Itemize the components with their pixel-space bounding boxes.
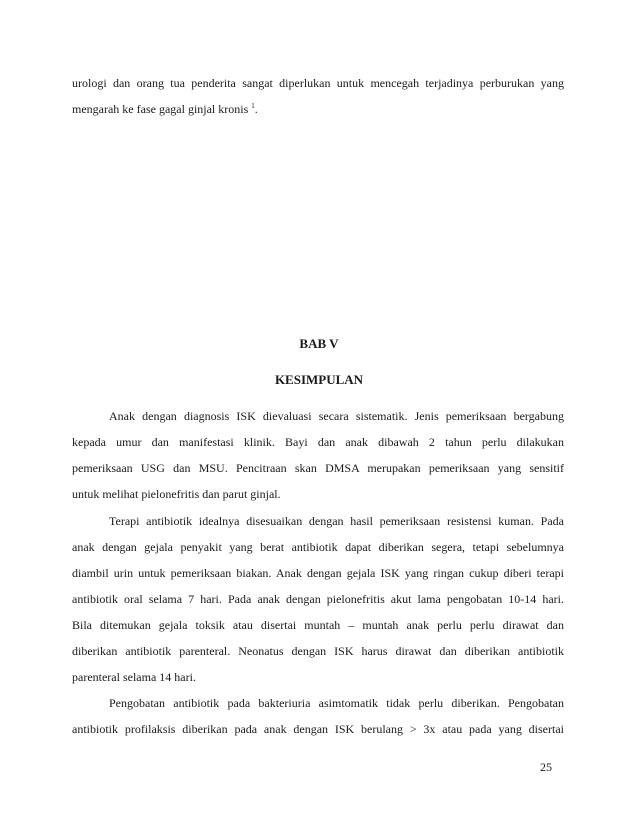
- intro-line-1: urologi dan orang tua penderita sangat diperlukan untuk mencegah terjadinya perburukan yang: [72, 76, 564, 90]
- page-number: 25: [540, 760, 552, 774]
- paragraph-2-line-3: diambil urin untuk pemeriksaan biakan. Anak dengan gejala ISK yang ringan cukup diberi terapi: [72, 566, 564, 580]
- paragraph-2-line-7: parenteral selama 14 hari.: [72, 670, 196, 684]
- paragraph-2-line-4: antibiotik oral selama 7 hari. Pada anak dengan pielonefritis akut lama pengobatan 10-14 hari.: [72, 592, 564, 606]
- paragraph-3-line-2: antibiotik profilaksis diberikan pada anak dengan ISK berulang > 3x atau pada yang disertai: [72, 722, 564, 736]
- intro-line-2: [72, 102, 564, 116]
- intro-line-2-end: .: [254, 102, 258, 116]
- paragraph-1-line-3: pemeriksaan USG dan MSU. Pencitraan skan DMSA merupakan pemeriksaan yang sensitif: [72, 461, 564, 475]
- paragraph-2-line-5: Bila ditemukan gejala toksik atau disertai muntah – muntah anak perlu perlu dirawat dan: [72, 618, 564, 632]
- intro-line-2-text: mengarah ke fase gagal ginjal kronis: [72, 102, 249, 116]
- paragraph-2-line-6: diberikan antibiotik parenteral. Neonatus dengan ISK harus dirawat dan diberikan antibiotik: [72, 644, 564, 658]
- citation-ref: 1: [251, 102, 255, 110]
- paragraph-1-line-4: untuk melihat pielonefritis dan parut ginjal.: [72, 487, 281, 501]
- paragraph-1-line-1: Anak dengan diagnosis ISK dievaluasi secara sistematik. Jenis pemeriksaan bergabung: [109, 409, 564, 423]
- chapter-number: BAB V: [299, 336, 339, 351]
- paragraph-2-line-2: anak dengan gejala penyakit yang berat antibiotik dapat diberikan segera, tetapi sebelumnya: [72, 540, 564, 554]
- chapter-title: KESIMPULAN: [274, 372, 364, 387]
- paragraph-3-line-1: Pengobatan antibiotik pada bakteriuria asimtomatik tidak perlu diberikan. Pengobatan: [109, 696, 564, 710]
- paragraph-2-line-1: Terapi antibiotik idealnya disesuaikan dengan hasil pemeriksaan resistensi kuman. Pada: [109, 514, 564, 528]
- paragraph-1-line-2: kepada umur dan manifestasi klinik. Bayi dan anak dibawah 2 tahun perlu dilakukan: [72, 435, 564, 449]
